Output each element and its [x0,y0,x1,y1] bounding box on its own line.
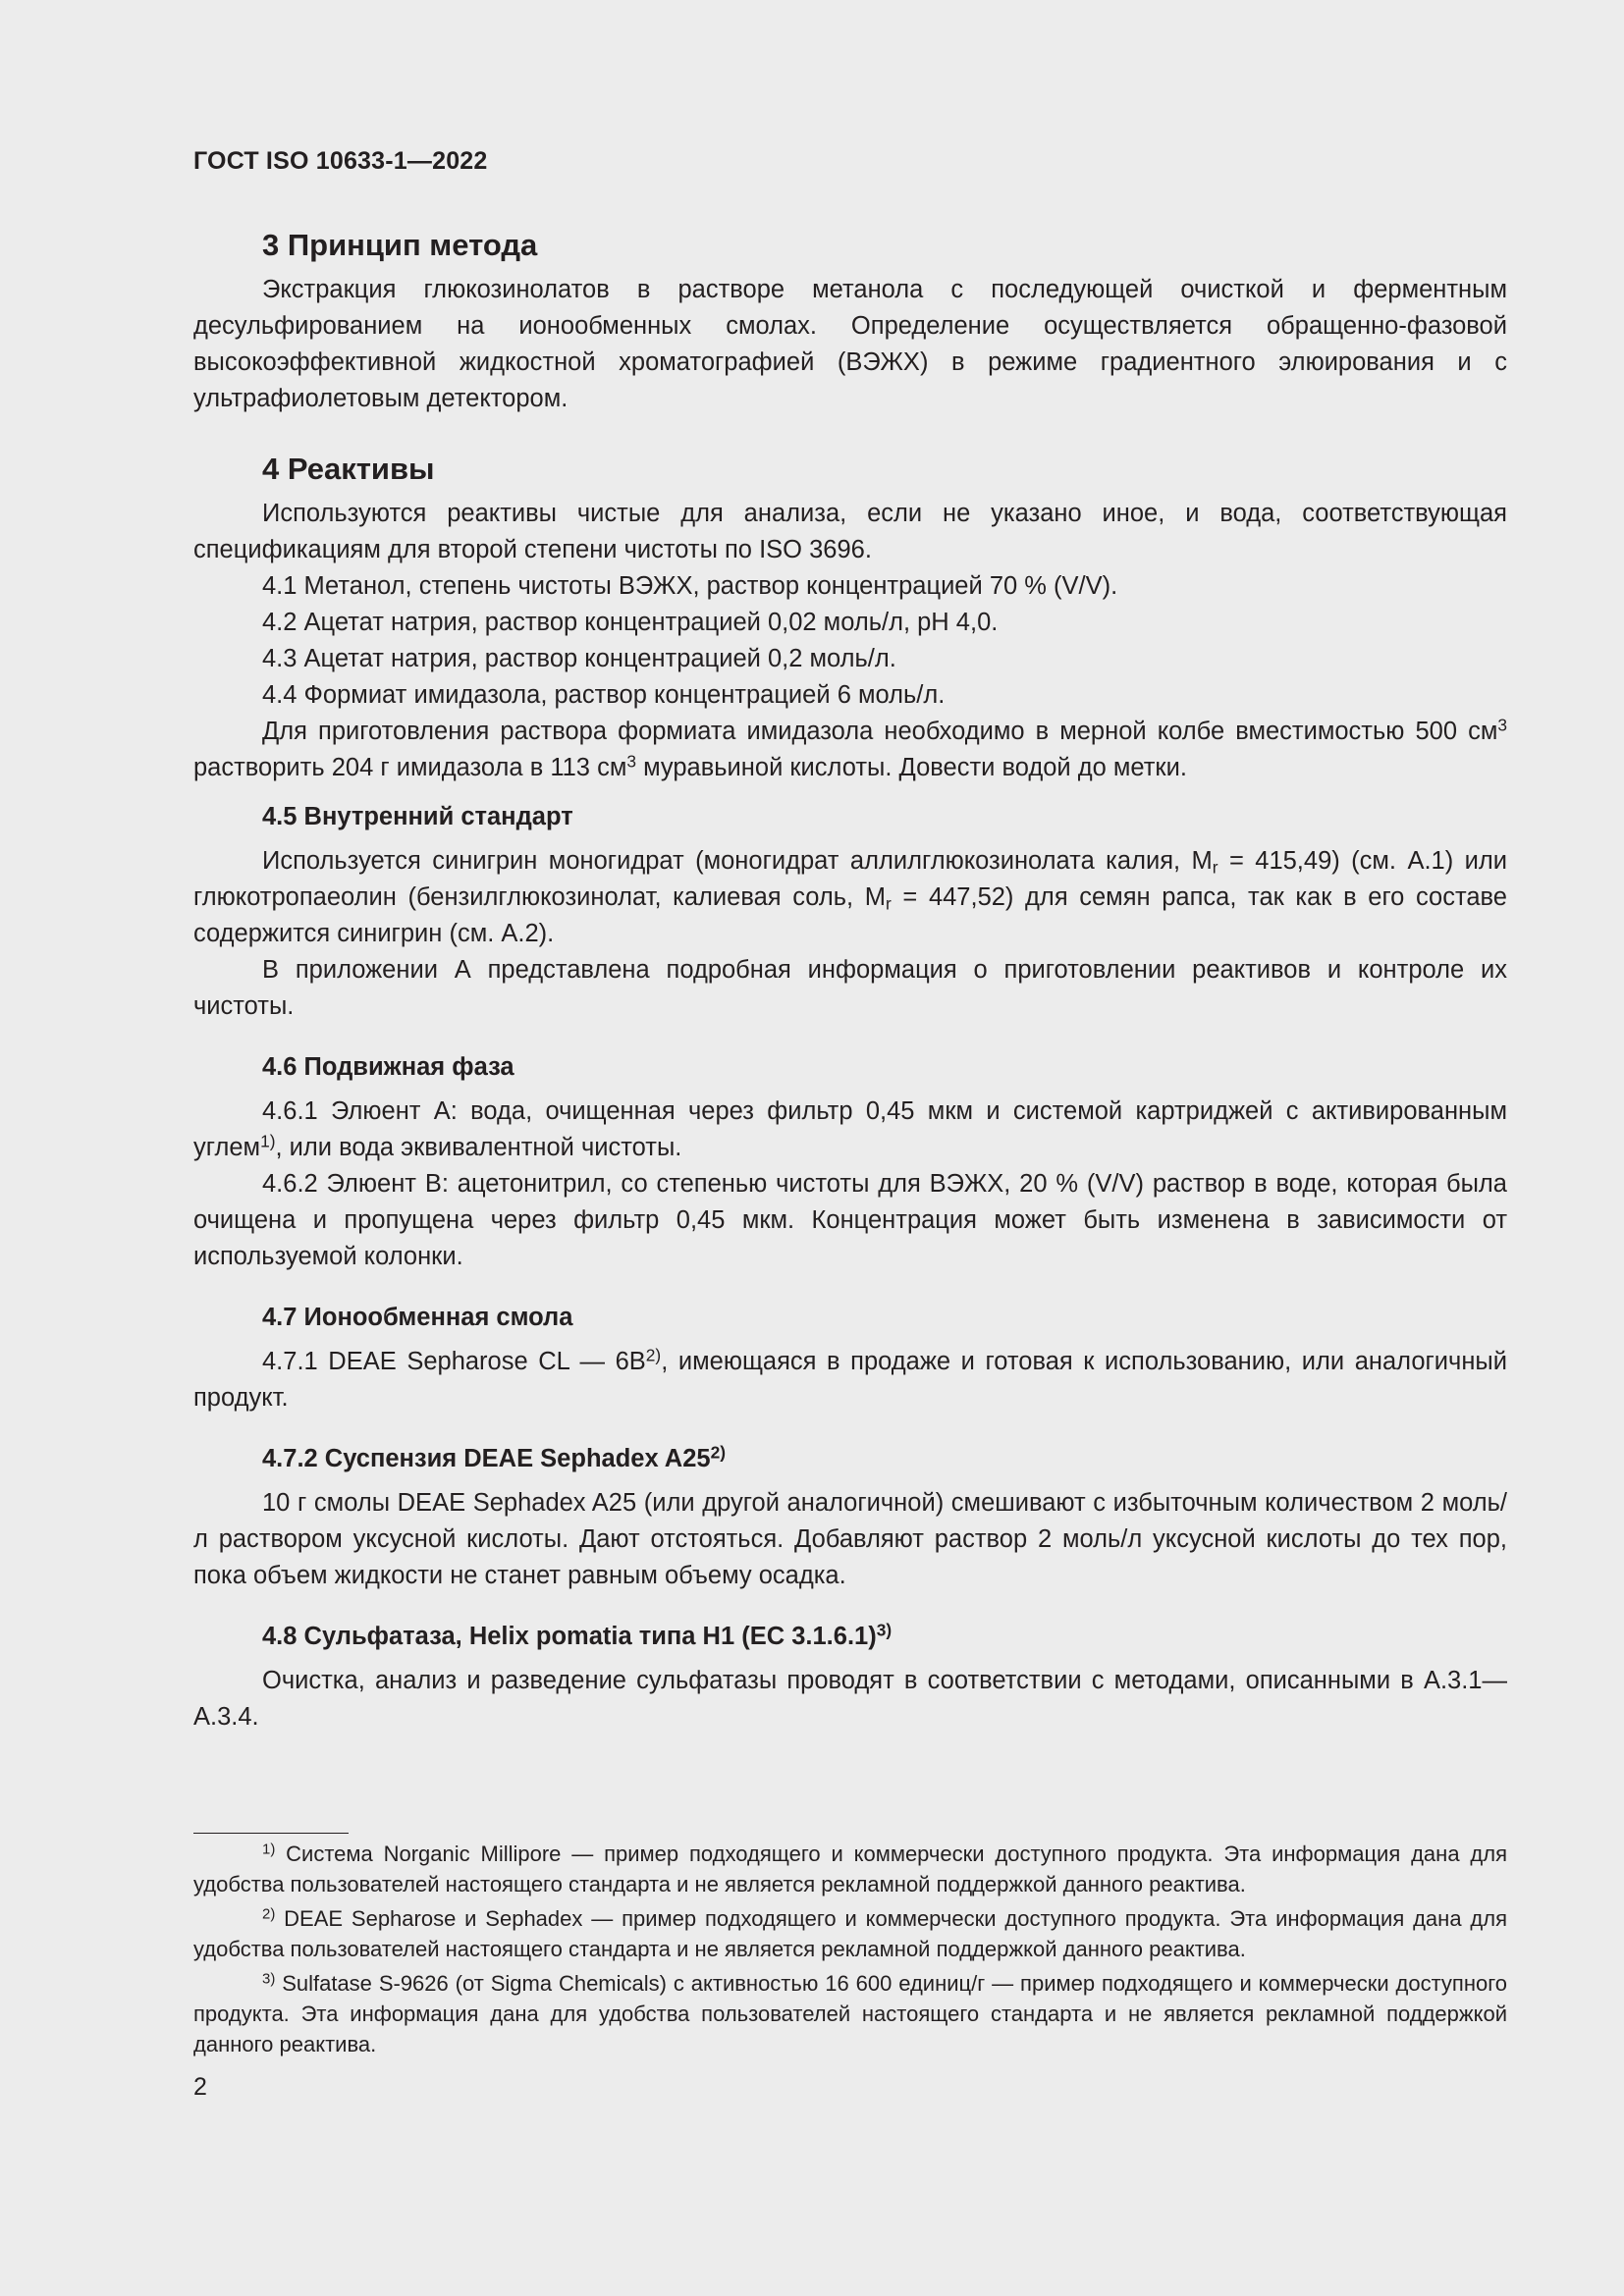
document-header: ГОСТ ISO 10633-1—2022 [193,147,488,175]
footnote-2: $^{2)}$ DEAE Sepharose и Sephadex — пример подходящего и коммерчески доступного продукта. Эта информация дана для удобства пользователей настоящего стандарта и не является рекламной поддержкой данного реактива. [193,1905,1507,1961]
section-4-heading: 4 Реактивы [262,452,435,486]
item-4-7-1: 4.7.1 DEAE Sepharose CL — $6B^{2)}$, имеющаяся в продаже и готовая к использованию, или аналогичный продукт. [193,1345,1507,1412]
section-4-5-note: В приложении А представлена подробная информация о приготовлении реактивов и контроле их чистоты. [193,956,1507,1020]
footnote-3: $^{3)}$ Sulfatase S-9626 (от Sigma Chemicals) с активностью 16 600 единиц/г — пример подходящего и коммерчески доступного продукта. Эта информация дана для удобства пользователей настоящего стандарта и не является рекламной поддержкой данного реактива. [193,1970,1507,2056]
section-4-intro: Используются реактивы чистые для анализа, если не указано иное, и вода, соответствующая спецификациям для второй степени чистоты по ISO 3696. [193,500,1507,563]
footnote-ref-2: 2) [645,1345,662,1365]
section-3-heading: 3 Принцип метода [262,228,538,262]
section-3-text: Экстракция глюкозинолатов в растворе метанола с последующей очисткой и ферментным десульфированием на ионообменных смолах. Определение осуществляется обращенно-фазовой высокоэффективной жидкостной хроматографией (ВЭЖХ) в режиме градиентного элюирования и с ультрафиолетовым детектором. [193,276,1507,412]
item-4-4: 4.4 Формиат имидазола, раствор концентрацией 6 моль/л. [262,681,946,709]
footnote-divider [193,1833,349,1834]
imidazole-prep-text: Для приготовления раствора формиата имидазола необходимо в мерной колбе вместимостью 500 $см^3$ растворить 204 г имидазола в 113 $см^3$ муравьиной кислоты. Довести водой до метки. [193,715,1507,781]
footnote-1: $^{1)}$ Система Norganic Millipore — пример подходящего и коммерчески доступного продукта. Эта информация дана для удобства пользователей настоящего стандарта и не является рекламной поддержкой данного реактива. [193,1841,1507,1896]
item-4-3: 4.3 Ацетат натрия, раствор концентрацией 0,2 моль/л. [262,645,896,672]
section-4-8-heading: 4.8 Сульфатаза, Helix pomatia типа H1 (EC 3.1.6.1)$^{3)}$ [262,1620,893,1650]
section-4-7-2-text: 10 г смолы DEAE Sephadex A25 (или другой аналогичной) смешивают с избыточным количеством 2 моль/л раствором уксусной кислоты. Дают отстояться. Добавляют раствор 2 моль/л уксусной кислоты до тех пор, пока объем жидкости не станет равным объему осадка. [193,1489,1507,1589]
item-4-1: 4.1 Метанол, степень чистоты ВЭЖХ, раствор концентрацией 70 % (V/V). [262,572,1118,600]
section-4-7-2-heading: 4.7.2 Суспензия DEAE Sephadex A25$^{2)}$ [262,1442,726,1472]
footnotes [193,1839,1507,2063]
section-4-5-heading: 4.5 Внутренний стандарт [262,803,573,830]
page-number: 2 [193,2073,207,2101]
document-body [193,219,1507,1735]
item-4-6-2: 4.6.2 Элюент В: ацетонитрил, со степенью чистоты для ВЭЖХ, 20 % (V/V) раствор в воде, которая была очищена и пропущена через фильтр 0,45 мкм. Концентрация может быть изменена в зависимости от используемой колонки. [193,1170,1507,1270]
section-4-5-text: Используется синигрин моногидрат (моногидрат аллилглюкозинолата калия, $M_r = 415,49$) (см. А.1) или глюкотропаеолин (бензилглюкозинолат, калиевая соль, $M_r = 447,52$) для семян рапса, так как в его составе содержится синигрин (см. А.2). [193,847,1507,947]
footnote-ref-1: 1) [260,1131,276,1151]
item-4-2: 4.2 Ацетат натрия, раствор концентрацией 0,02 моль/л, pH 4,0. [262,609,999,636]
section-4-6-heading: 4.6 Подвижная фаза [262,1053,514,1081]
section-4-7-heading: 4.7 Ионообменная смола [262,1304,573,1331]
item-4-6-1: 4.6.1 Элюент А: вода, очищенная через фильтр 0,45 мкм и системой картриджей с активированным углем$^{1)}$, или вода эквивалентной чистоты. [193,1097,1507,1161]
section-4-8-text: Очистка, анализ и разведение сульфатазы проводят в соответствии с методами, описанными в А.3.1—А.3.4. [193,1667,1507,1731]
